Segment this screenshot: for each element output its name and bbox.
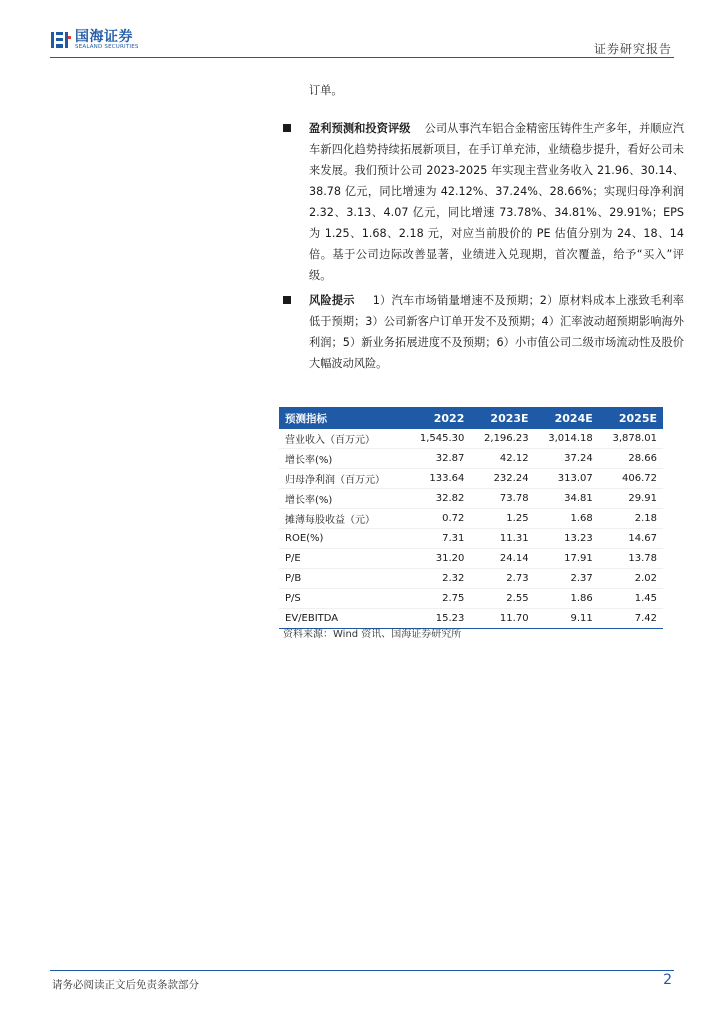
row-label-cell: EV/EBITDA (279, 609, 406, 629)
company-logo (50, 30, 139, 51)
value-cell: 1.86 (535, 589, 599, 609)
value-cell: 32.82 (406, 489, 470, 509)
value-cell: 11.70 (470, 609, 534, 629)
value-cell: 3,878.01 (599, 429, 663, 449)
footer-divider (50, 970, 674, 971)
value-cell: 1.25 (470, 509, 534, 529)
table-row (279, 549, 663, 569)
table-row (279, 589, 663, 609)
value-cell: 14.67 (599, 529, 663, 549)
row-label-cell: 增长率(%) (279, 489, 406, 509)
row-label-cell: 摊薄每股收益（元） (279, 509, 406, 529)
table-row (279, 529, 663, 549)
table-row (279, 489, 663, 509)
table-row (279, 569, 663, 589)
value-cell: 2.32 (406, 569, 470, 589)
value-cell: 406.72 (599, 469, 663, 489)
value-cell: 37.24 (535, 449, 599, 469)
value-cell: 31.20 (406, 549, 470, 569)
value-cell: 1.68 (535, 509, 599, 529)
row-label-cell: P/B (279, 569, 406, 589)
value-cell: 29.91 (599, 489, 663, 509)
table-row (279, 509, 663, 529)
table-row (279, 469, 663, 489)
table-row (279, 449, 663, 469)
row-label-cell: P/E (279, 549, 406, 569)
value-cell: 7.31 (406, 529, 470, 549)
square-bullet-icon (283, 124, 291, 132)
value-cell: 11.31 (470, 529, 534, 549)
table-header-cell: 2024E (535, 407, 599, 429)
bullet-risk (283, 290, 684, 374)
value-cell: 32.87 (406, 449, 470, 469)
value-cell: 2.18 (599, 509, 663, 529)
bullet-forecast-rating (283, 118, 684, 286)
value-cell: 2.75 (406, 589, 470, 609)
bullet-text: 公司从事汽车铝合金精密压铸件生产多年，并顺应汽车新四化趋势持续拓展新项目，在手订单充沛，业绩稳步提升，看好公司未来发展。我们预计公司 2023-2025 年实现主营业务收入 21.96、30.14、38.78 亿元，同比增速为 42.12%、37.24%、28.66%；实现归母净利润 2.32、3.13、4.07 亿元，同比增速 73.78%、34.81%、29.91%；EPS 为 1.25、1.68、2.18 元，对应当前股价的 PE 估值分别为 24、18、14 倍。基于公司边际改善显著，业绩进入兑现期，首次覆盖，给予“买入”评级。 (309, 122, 684, 282)
table-row (279, 429, 663, 449)
logo-name-cn: 国海证券 (75, 29, 133, 45)
value-cell: 3,014.18 (535, 429, 599, 449)
report-type: 证券研究报告 (593, 42, 672, 56)
table-source-note: 资料来源：Wind 资讯、国海证券研究所 (283, 629, 462, 640)
value-cell: 13.23 (535, 529, 599, 549)
table-header-cell: 2025E (599, 407, 663, 429)
value-cell: 2.73 (470, 569, 534, 589)
square-bullet-icon (283, 296, 291, 304)
table-header-cell: 2022 (406, 407, 470, 429)
table-header-cell: 预测指标 (279, 407, 406, 429)
value-cell: 42.12 (470, 449, 534, 469)
value-cell: 9.11 (535, 609, 599, 629)
bullet-heading: 盈利预测和投资评级 (309, 122, 411, 135)
row-label-cell: ROE(%) (279, 529, 406, 549)
value-cell: 133.64 (406, 469, 470, 489)
row-label-cell: 营业收入（百万元） (279, 429, 406, 449)
logo-mark-icon (50, 30, 72, 50)
value-cell: 24.14 (470, 549, 534, 569)
value-cell: 73.78 (470, 489, 534, 509)
header-divider (50, 57, 674, 58)
footer-disclaimer: 请务必阅读正文后免责条款部分 (52, 979, 199, 991)
value-cell: 313.07 (535, 469, 599, 489)
value-cell: 34.81 (535, 489, 599, 509)
table-header-row (279, 407, 663, 429)
page-number: 2 (663, 972, 672, 988)
row-label-cell: P/S (279, 589, 406, 609)
value-cell: 2.37 (535, 569, 599, 589)
value-cell: 2,196.23 (470, 429, 534, 449)
value-cell: 0.72 (406, 509, 470, 529)
value-cell: 232.24 (470, 469, 534, 489)
value-cell: 1,545.30 (406, 429, 470, 449)
value-cell: 7.42 (599, 609, 663, 629)
page-header (0, 0, 724, 62)
forecast-table (279, 407, 663, 629)
table-header-cell: 2023E (470, 407, 534, 429)
bullet-heading: 风险提示 (309, 294, 355, 307)
value-cell: 13.78 (599, 549, 663, 569)
value-cell: 17.91 (535, 549, 599, 569)
value-cell: 15.23 (406, 609, 470, 629)
value-cell: 2.55 (470, 589, 534, 609)
bullet-text: 1）汽车市场销量增速不及预期；2）原材料成本上涨致毛利率低于预期；3）公司新客户订单开发不及预期；4）汇率波动超预期影响海外利润；5）新业务拓展进度不及预期；6）小市值公司二级市场流动性及股价大幅波动风险。 (309, 294, 684, 370)
value-cell: 28.66 (599, 449, 663, 469)
value-cell: 2.02 (599, 569, 663, 589)
value-cell: 1.45 (599, 589, 663, 609)
logo-name-en: SEALAND SECURITIES (75, 44, 139, 50)
paragraph-continuation: 订单。 (309, 84, 343, 97)
row-label-cell: 增长率(%) (279, 449, 406, 469)
row-label-cell: 归母净利润（百万元） (279, 469, 406, 489)
